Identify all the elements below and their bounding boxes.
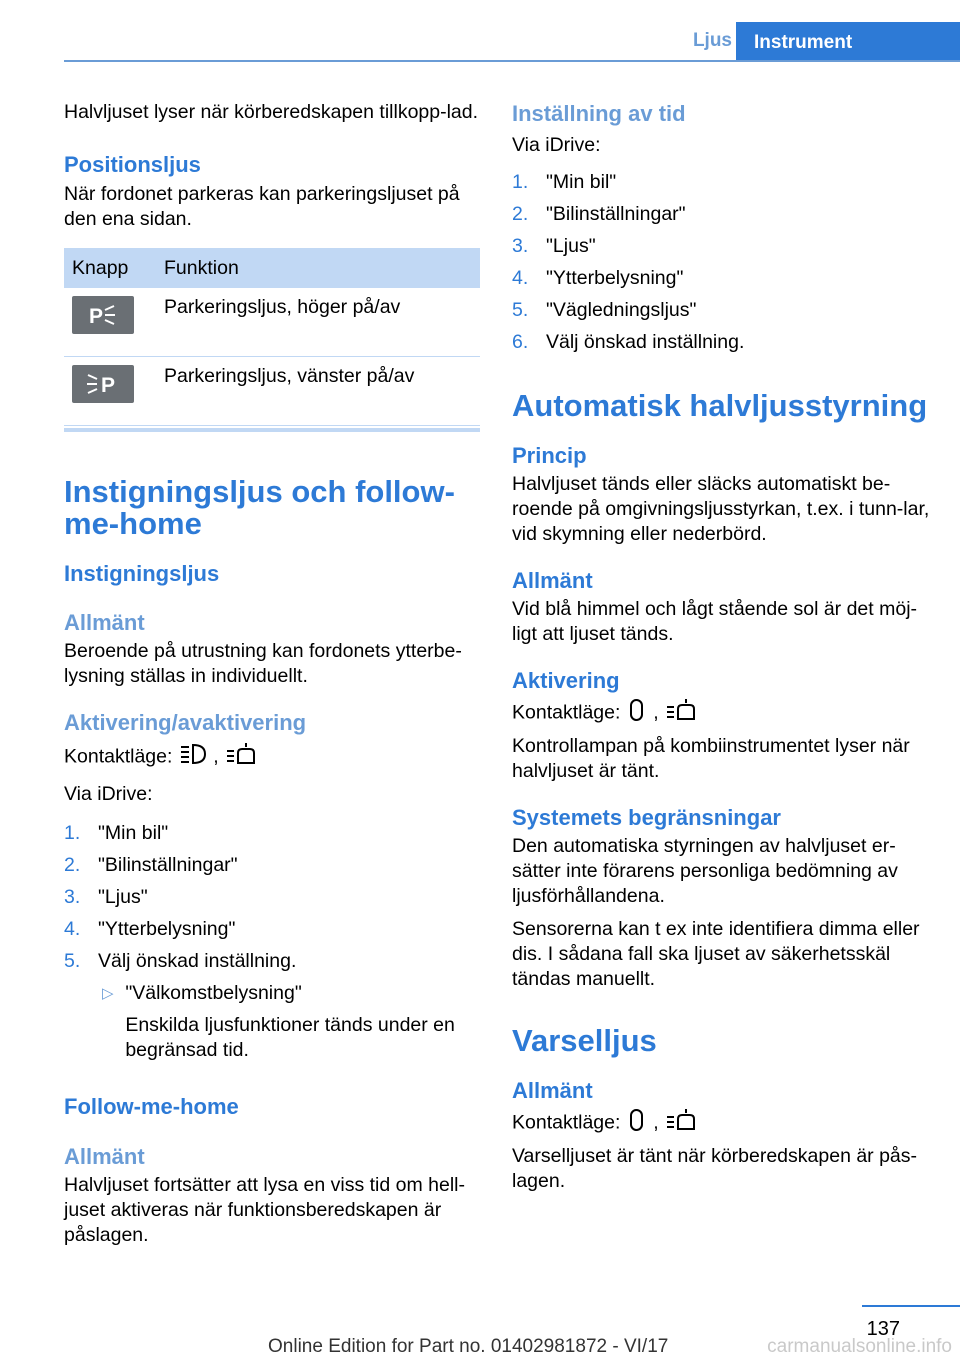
- standby-icon: [626, 1107, 648, 1140]
- triangle-bullet-icon: ▷: [102, 985, 114, 1002]
- footer-rule: [862, 1305, 960, 1307]
- list-item: 1. "Min bil": [512, 171, 617, 193]
- begransningar-text-1: Den automatiska styrningen av halvljuset er-sätter inte förarens personliga bedömning av ljusförhållandena.: [512, 835, 898, 907]
- begransningar-text-2: Sensorerna kan t ex inte identifiera dimma eller dis. I sådana fall ska ljuset av säkerhetsskäl tändas manuellt.: [512, 918, 920, 990]
- list-item: 6. Välj önskad inställning.: [512, 331, 745, 353]
- key-function-table: [64, 248, 480, 426]
- auto-allmant-heading: Allmänt: [512, 568, 593, 593]
- header-rule: [64, 60, 960, 62]
- aktivering-heading: Aktivering/avaktivering: [64, 710, 307, 735]
- auto-kontaktlage-line: Kontaktläge: ,: [512, 697, 932, 730]
- follow-text: Halvljuset fortsätter att lysa en viss tid om hell-juset aktiveras när funktionsberedskapen är påslagen.: [64, 1174, 465, 1246]
- instigning-title: Instigningsljus och follow-me-home: [64, 474, 455, 541]
- list-item: 5. Välj önskad inställning.: [64, 950, 297, 972]
- varsel-text: Varselljuset är tänt när körberedskapen är pås-lagen.: [512, 1145, 918, 1192]
- intro-text: Halvljuset lyser när körberedskapen tillkopp-lad.: [64, 101, 479, 123]
- left-column: [64, 100, 482, 1248]
- table-header-funktion: Funktion: [164, 248, 480, 288]
- tid-via-idrive: Via iDrive:: [512, 134, 601, 156]
- begransningar-heading: Systemets begränsningar: [512, 805, 781, 830]
- page-number: 137: [866, 1318, 900, 1340]
- varselljus-title: Varselljus: [512, 1023, 657, 1058]
- kontaktlage-label: Kontaktläge:: [512, 701, 621, 724]
- instigningsljus-heading: Instigningsljus: [64, 561, 220, 586]
- standby-icon: [626, 697, 648, 730]
- auto-aktivering-text: Kontrollampan på kombiinstrumentet lyser när halvljuset är tänt.: [512, 735, 910, 782]
- table-cell-function: Parkeringsljus, höger på/av: [164, 288, 480, 357]
- sub-step: [98, 981, 482, 1063]
- parking-light-left-icon: [72, 365, 134, 403]
- list-item: 3. "Ljus": [512, 235, 596, 257]
- automatisk-title: Automatisk halvljusstyrning: [512, 388, 928, 423]
- table-row: [64, 288, 480, 357]
- edition-text: Online Edition for Part no. 01402981872 - VI/17: [268, 1336, 669, 1357]
- list-item: 5. "Vägledningsljus": [512, 299, 697, 321]
- list-item: 2. "Bilinställningar": [512, 203, 686, 225]
- table-header-knapp: Knapp: [64, 248, 164, 288]
- list-item: 4. "Ytterbelysning": [512, 267, 684, 289]
- auto-aktivering-heading: Aktivering: [512, 668, 620, 693]
- kontaktlage-line: Kontaktläge: ,: [64, 741, 482, 774]
- tid-steps-list: [512, 170, 932, 362]
- headlight-icon: [178, 741, 208, 774]
- right-column: [512, 100, 932, 1194]
- kontaktlage-label: Kontaktläge:: [64, 745, 173, 768]
- watermark-text: carmanualsonline.info: [767, 1336, 952, 1357]
- ignition-icon: [224, 741, 258, 774]
- table-row: [64, 357, 480, 426]
- positionsljus-heading: Positionsljus: [64, 152, 201, 177]
- allmant-text: Beroende på utrustning kan fordonets ytterbe-lysning ställas in individuellt.: [64, 640, 462, 687]
- sub-step-title: "Välkomstbelysning": [125, 982, 302, 1004]
- princip-heading: Princip: [512, 443, 587, 468]
- princip-text: Halvljuset tänds eller släcks automatiskt be-roende på omgivningsljusstyrkan, t.ex. i tunn-lar, vid skymning eller nederbörd.: [512, 473, 930, 545]
- varsel-allmant-heading: Allmänt: [512, 1078, 593, 1103]
- header-chapter-tab: Instrument: [736, 22, 960, 62]
- positionsljus-text: När fordonet parkeras kan parkeringsljuset på den ena sidan.: [64, 183, 460, 230]
- auto-allmant-text: Vid blå himmel och lågt stående sol är det möj-ligt att ljuset tänds.: [512, 598, 918, 645]
- ignition-icon: [664, 1107, 698, 1140]
- kontaktlage-label: Kontaktläge:: [512, 1111, 621, 1134]
- svg-text:P: P: [89, 305, 104, 328]
- list-item: 1. "Min bil": [64, 822, 169, 844]
- header-section-label: Ljus: [692, 30, 732, 51]
- installning-tid-heading: Inställning av tid: [512, 101, 686, 126]
- table-header-row: [64, 248, 480, 288]
- allmant-heading: Allmänt: [64, 610, 145, 635]
- list-item: 3. "Ljus": [64, 886, 148, 908]
- varsel-kontaktlage-line: Kontaktläge: ,: [512, 1107, 932, 1140]
- svg-text:P: P: [101, 374, 116, 397]
- follow-me-home-heading: Follow-me-home: [64, 1094, 239, 1119]
- parking-light-right-icon: [72, 296, 134, 334]
- via-idrive-label: Via iDrive:: [64, 783, 153, 805]
- list-item: 2. "Bilinställningar": [64, 854, 238, 876]
- list-item: 4. "Ytterbelysning": [64, 918, 236, 940]
- follow-allmant-heading: Allmänt: [64, 1144, 145, 1169]
- sub-step-text: Enskilda ljusfunktioner tänds under en begränsad tid.: [125, 1014, 455, 1061]
- ignition-icon: [664, 697, 698, 730]
- instigning-steps-list: [64, 821, 482, 981]
- table-cell-function: Parkeringsljus, vänster på/av: [164, 357, 480, 426]
